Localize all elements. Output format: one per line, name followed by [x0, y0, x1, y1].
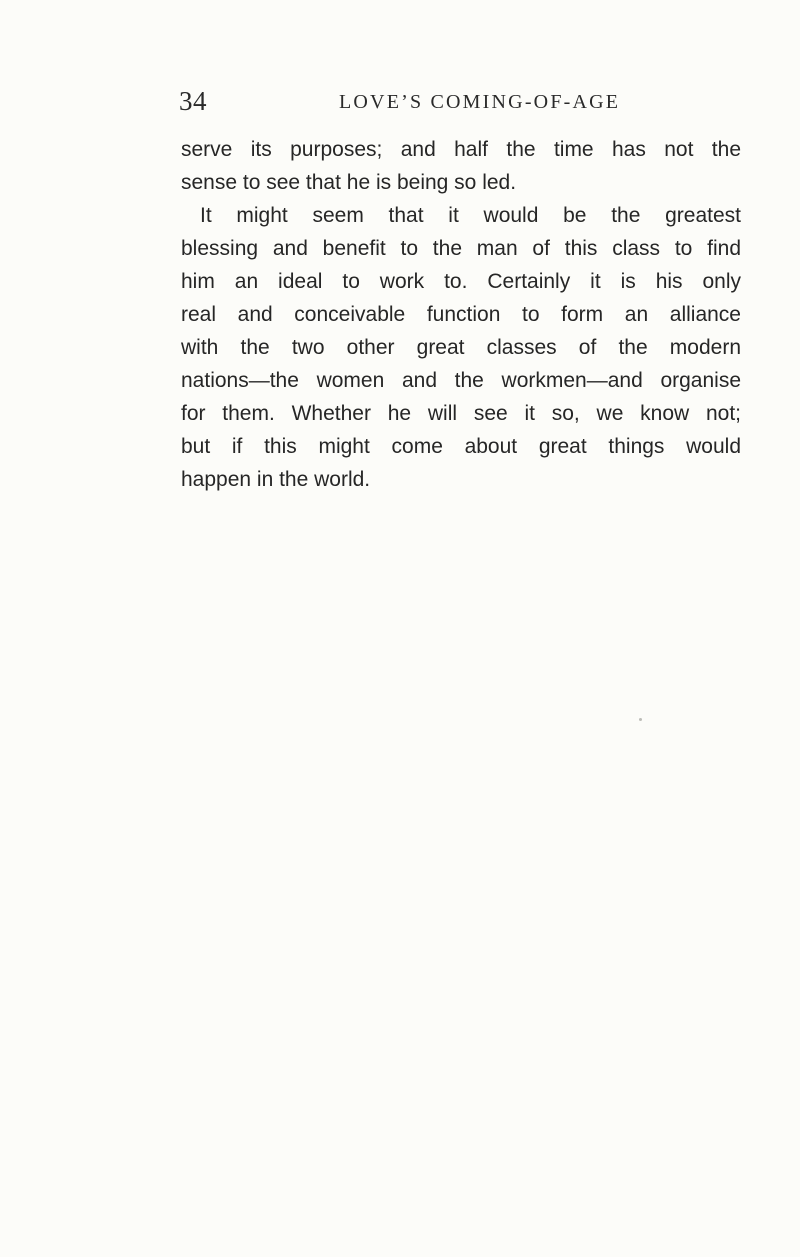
text-line: him an ideal to work to. Certainly it is his only: [181, 270, 741, 293]
text-line: real and conceivable function to form an alliance: [181, 303, 741, 326]
text-line: serve its purposes; and half the time has not the: [181, 138, 741, 161]
body-text: [181, 133, 741, 496]
text-line: for them. Whether he will see it so, we know not;: [181, 402, 741, 425]
text-line: happen in the world.: [181, 468, 371, 491]
page-number: 34: [179, 86, 207, 116]
text-line: with the two other great classes of the modern: [181, 336, 741, 359]
text-line: sense to see that he is being so led.: [181, 171, 517, 194]
running-title: LOVE’S COMING-OF-AGE: [339, 91, 621, 113]
paper-speck: [639, 718, 642, 721]
text-line: nations—the women and the workmen—and organise: [181, 369, 741, 392]
text-line: but if this might come about great things would: [181, 435, 741, 458]
text-line: It might seem that it would be the greatest: [200, 204, 741, 227]
running-head: [179, 86, 741, 116]
text-line: blessing and benefit to the man of this class to find: [181, 237, 741, 260]
